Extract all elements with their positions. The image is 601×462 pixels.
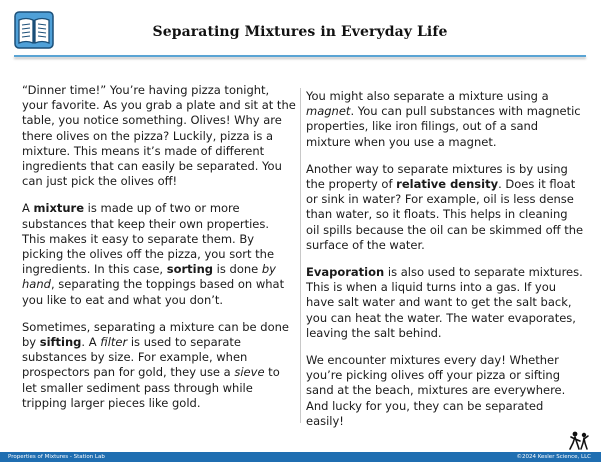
text-run: is used to separate substances by size. For example, when prospectors pan for gold, they use a xyxy=(22,335,248,380)
term-filter: filter xyxy=(100,335,128,350)
footer-copyright: ©2024 Kesler Science, LLC xyxy=(516,454,591,460)
text-run: , separating the toppings based on what you like to eat and what you don’t. xyxy=(22,277,285,307)
right-column xyxy=(306,89,584,429)
footer-course-label: Properties of Mixtures - Station Lab xyxy=(8,454,105,460)
column-divider xyxy=(300,88,301,423)
open-book-icon xyxy=(14,11,54,49)
page-title: Separating Mixtures in Everyday Life xyxy=(152,24,448,40)
text-run: . A xyxy=(81,335,101,350)
text-run: is also used to separate mixtures. This is when a liquid turns into a gas. If you have salt water and want to get the salt back, you can heat the water. The water evaporates, leaving the salt behind. xyxy=(306,265,583,340)
text-run: to let smaller sediment pass through while tripping larger pieces like gold. xyxy=(22,365,280,410)
text-run: . Does it float or sink in water? For example, oil is less dense than water, so it floats. This helps in cleaning oil spills because the oil can be skimmed off the surface of the water. xyxy=(306,177,584,252)
paragraph-mixture-definition xyxy=(22,201,296,307)
paragraph-relative-density xyxy=(306,162,584,253)
term-magnet: magnet xyxy=(306,104,351,119)
term-by-hand: by hand xyxy=(22,262,276,292)
header-divider xyxy=(14,55,586,57)
term-sieve: sieve xyxy=(234,365,265,380)
term-evaporation: Evaporation xyxy=(306,265,385,280)
term-mixture: mixture xyxy=(33,201,85,216)
text-run: Another way to separate mixtures is by using the property of xyxy=(306,161,568,192)
left-column xyxy=(22,83,296,411)
paragraph-dinner-time: “Dinner time!” You’re having pizza tonight, your favorite. As you grab a plate and sit at the table, you notice something. Olives! Why are there olives on the pizza? Luckily, pizza is a mixture. This means it’s made of different ingredients that can easily be separated. You can just pick the olives off! xyxy=(22,83,296,189)
text-run: is done xyxy=(213,262,262,277)
text-run: You might also separate a mixture using a xyxy=(306,89,549,103)
paragraph-sifting xyxy=(22,320,296,411)
paragraph-evaporation xyxy=(306,265,584,341)
text-run: Sometimes, separating a mixture can be done by xyxy=(22,319,289,350)
term-sifting: sifting xyxy=(39,335,82,350)
kesler-science-logo xyxy=(568,429,590,451)
text-run: is made up of two or more substances that keep their own properties. This makes it easy to separate them. By picking the olives off the pizza, you sort the ingredients. In this case, xyxy=(22,201,275,277)
text-run: . You can pull substances with magnetic properties, like iron filings, out of a sand mixture when you use a magnet. xyxy=(306,104,581,149)
term-sorting: sorting xyxy=(166,262,214,277)
term-relative-density: relative density xyxy=(396,177,499,192)
text-run: A xyxy=(22,201,34,216)
paragraph-conclusion: We encounter mixtures every day! Whether you’re picking olives off your pizza or sifting sand at the beach, mixtures are everywhere. And lucky for you, they can be separated easily! xyxy=(306,353,566,428)
paragraph-magnet xyxy=(306,89,584,150)
